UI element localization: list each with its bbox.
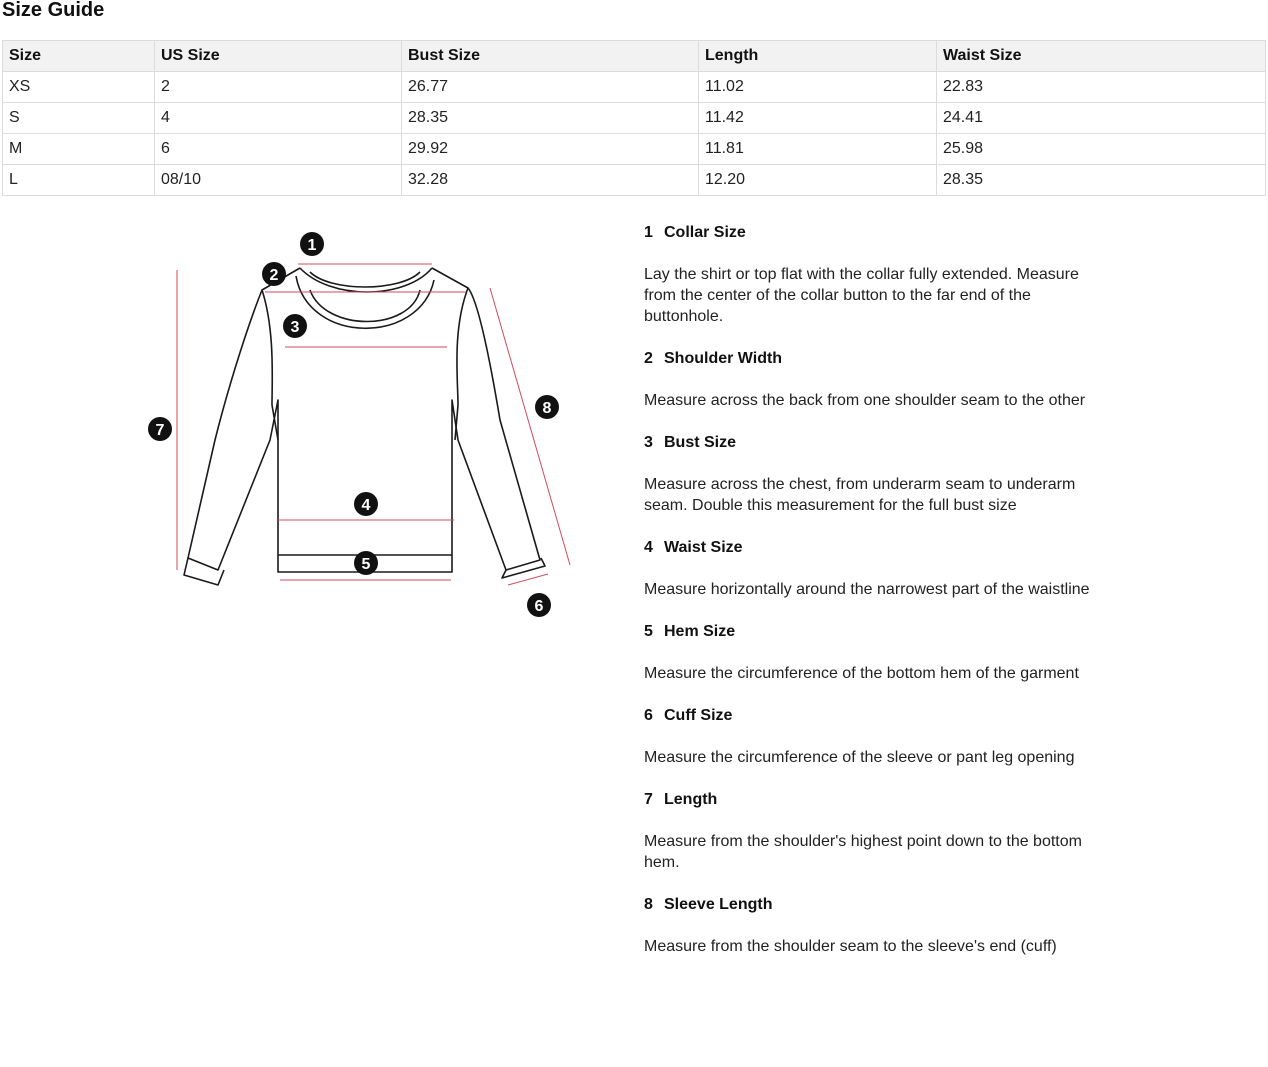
table-cell: 28.35 — [402, 103, 699, 134]
guide-item-number: 4 — [644, 539, 653, 556]
guide-item-shoulder-width — [644, 348, 1114, 411]
column-header: Size — [3, 41, 155, 72]
guide-item-heading — [644, 705, 1114, 726]
guide-item-heading — [644, 348, 1114, 369]
guide-item-title: Hem Size — [664, 623, 736, 640]
marker-5-label: 5 — [361, 556, 371, 573]
table-row — [3, 103, 1266, 134]
marker-6-label: 6 — [534, 598, 544, 615]
guide-item-heading — [644, 222, 1114, 243]
guide-item-heading — [644, 894, 1114, 915]
marker-4 — [354, 492, 378, 516]
marker-1 — [300, 232, 324, 256]
column-header: US Size — [155, 41, 402, 72]
table-cell: 25.98 — [937, 134, 1266, 165]
guide-item-number: 7 — [644, 791, 653, 808]
table-cell: 26.77 — [402, 72, 699, 103]
table-cell: XS — [3, 72, 155, 103]
sweatshirt-measurement-diagram — [140, 225, 590, 625]
guide-item-title: Bust Size — [664, 434, 737, 451]
measurement-markers — [148, 232, 559, 617]
guide-item-hem-size — [644, 621, 1114, 684]
guide-item-title: Sleeve Length — [664, 896, 773, 913]
size-table — [2, 40, 1266, 196]
guide-item-title: Waist Size — [664, 539, 743, 556]
guide-item-length — [644, 789, 1114, 873]
guide-item-description: Measure the circumference of the sleeve or pant leg opening — [644, 749, 1075, 766]
guide-item-cuff-size — [644, 705, 1114, 768]
guide-item-description: Measure across the chest, from underarm seam to underarm seam. Double this measurement for the full bust size — [644, 476, 1076, 514]
table-cell: 22.83 — [937, 72, 1266, 103]
marker-8 — [535, 395, 559, 419]
marker-8-label: 8 — [542, 400, 552, 417]
marker-4-label: 4 — [361, 497, 371, 514]
guide-item-description: Lay the shirt or top flat with the collar fully extended. Measure from the center of the collar button to the far end of the buttonhole. — [644, 266, 1079, 325]
guide-item-description: Measure across the back from one shoulder seam to the other — [644, 392, 1086, 409]
table-cell: 6 — [155, 134, 402, 165]
guide-item-title: Collar Size — [664, 224, 746, 241]
measurement-guide — [644, 222, 1114, 957]
guide-item-title: Cuff Size — [664, 707, 733, 724]
column-header: Length — [699, 41, 937, 72]
column-header: Bust Size — [402, 41, 699, 72]
marker-3-label: 3 — [290, 319, 300, 336]
guide-item-sleeve-length — [644, 894, 1114, 957]
guide-item-number: 1 — [644, 224, 653, 241]
guide-item-number: 5 — [644, 623, 653, 640]
marker-7-label: 7 — [155, 422, 165, 439]
table-cell: 24.41 — [937, 103, 1266, 134]
guide-item-heading — [644, 789, 1114, 810]
guide-item-number: 8 — [644, 896, 653, 913]
marker-1-label: 1 — [307, 237, 317, 254]
column-header: Waist Size — [937, 41, 1266, 72]
marker-6 — [527, 593, 551, 617]
measurement-lines — [177, 264, 570, 585]
guide-item-description: Measure the circumference of the bottom hem of the garment — [644, 665, 1079, 682]
guide-item-number: 3 — [644, 434, 653, 451]
guide-item-heading — [644, 537, 1114, 558]
table-cell: 11.81 — [699, 134, 937, 165]
guide-item-description: Measure from the shoulder's highest point down to the bottom hem. — [644, 833, 1082, 871]
marker-2-label: 2 — [269, 267, 279, 284]
guide-item-number: 2 — [644, 350, 653, 367]
table-cell: 11.02 — [699, 72, 937, 103]
marker-7 — [148, 417, 172, 441]
table-cell: L — [3, 165, 155, 196]
table-cell: 2 — [155, 72, 402, 103]
sweatshirt-outline — [184, 268, 545, 585]
cuff-line — [508, 574, 548, 585]
guide-item-description: Measure from the shoulder seam to the sleeve's end (cuff) — [644, 938, 1057, 955]
guide-item-heading — [644, 621, 1114, 642]
table-row — [3, 165, 1266, 196]
marker-5 — [354, 551, 378, 575]
guide-item-waist-size — [644, 537, 1114, 600]
guide-item-collar-size — [644, 222, 1114, 327]
page-title: Size Guide — [2, 0, 105, 21]
table-cell: 12.20 — [699, 165, 937, 196]
table-row — [3, 134, 1266, 165]
table-row — [3, 72, 1266, 103]
guide-item-number: 6 — [644, 707, 653, 724]
table-cell: 28.35 — [937, 165, 1266, 196]
table-cell: 08/10 — [155, 165, 402, 196]
table-cell: M — [3, 134, 155, 165]
table-cell: 11.42 — [699, 103, 937, 134]
marker-3 — [283, 314, 307, 338]
guide-item-description: Measure horizontally around the narrowest part of the waistline — [644, 581, 1090, 598]
marker-2 — [262, 262, 286, 286]
guide-item-heading — [644, 432, 1114, 453]
table-cell: 4 — [155, 103, 402, 134]
guide-item-title: Shoulder Width — [664, 350, 783, 367]
table-header-row — [3, 41, 1266, 72]
guide-item-title: Length — [664, 791, 718, 808]
table-cell: 29.92 — [402, 134, 699, 165]
table-cell: 32.28 — [402, 165, 699, 196]
table-cell: S — [3, 103, 155, 134]
guide-item-bust-size — [644, 432, 1114, 516]
